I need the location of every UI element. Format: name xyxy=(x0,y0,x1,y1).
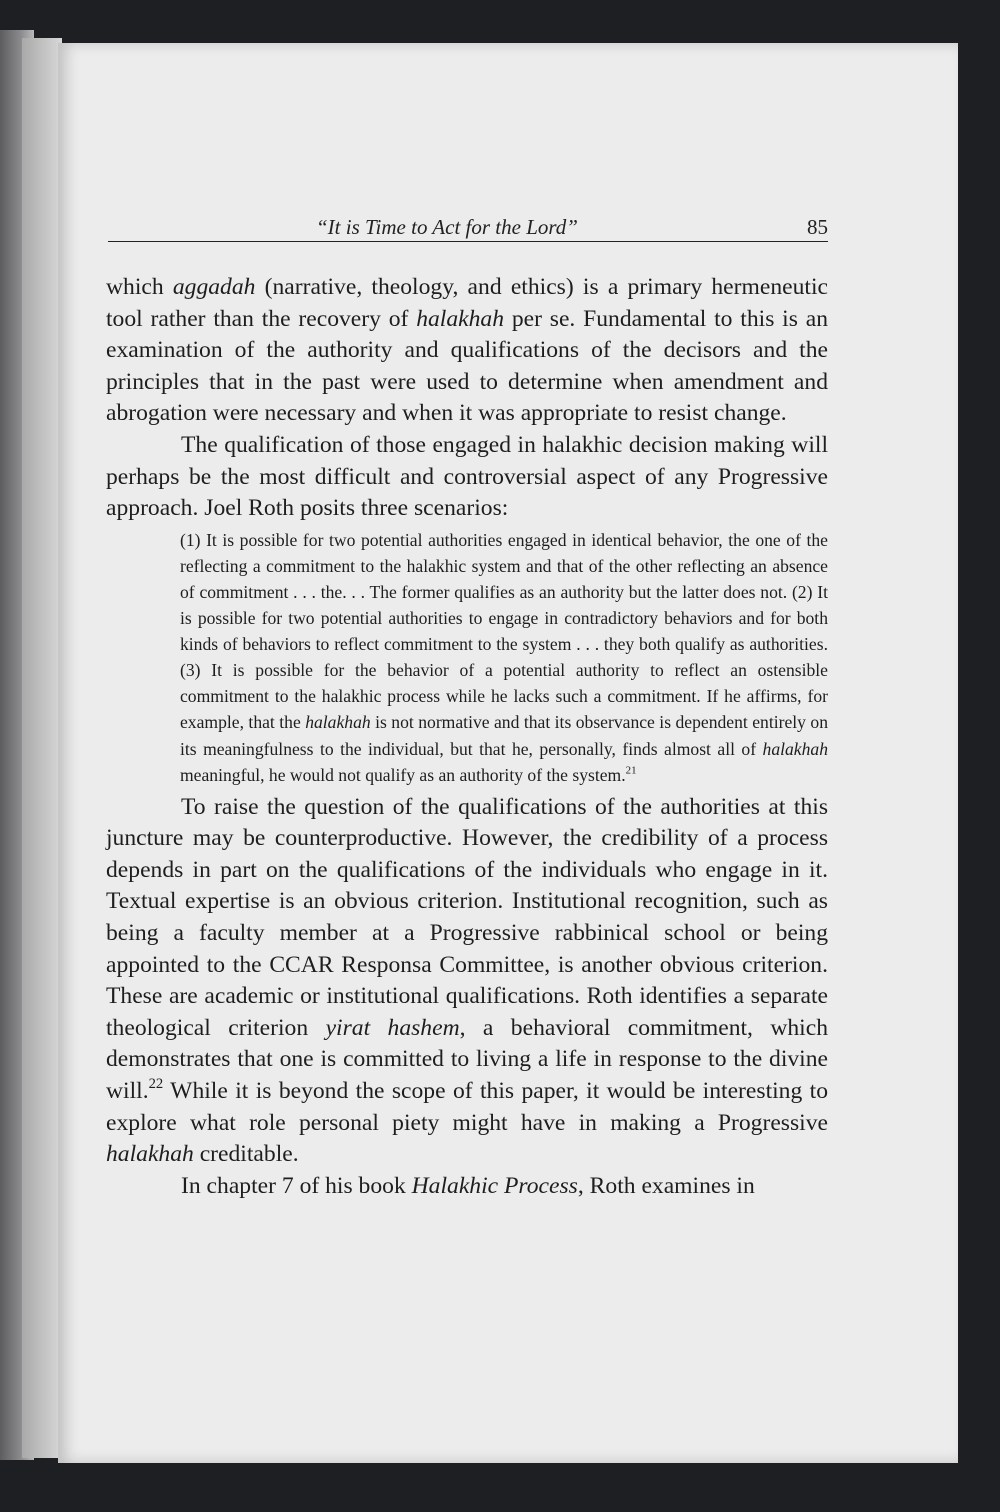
running-head xyxy=(108,215,828,242)
page-number: 85 xyxy=(807,215,828,239)
block-quote-roth xyxy=(180,527,828,788)
paragraph-chapter-7 xyxy=(106,1171,828,1203)
text-run: While it is beyond the scope of this paper, it would be interesting to explore what role personal piety might have in making a Progressive xyxy=(106,1078,828,1136)
footnote-marker: 21 xyxy=(625,763,637,776)
text-run: (narrative, theology, and ethics) is a primary hermeneutic tool rather than the recovery of xyxy=(106,274,828,332)
text-run: To raise the question of the qualifications of the authorities at this juncture may be counterproductive. However, the credibility of a process depends in part on the qualifications of the individuals who engage in it. Textual expertise is an obvious criterion. Institutional recognition, such as being a faculty member at a Progressive rabbinical school or being appointed to the CCAR Responsa Committee, is another obvious criterion. These are academic or institutional qualifications. Roth identifies a separate theological criterion xyxy=(106,793,828,1041)
italic-term: yirat hashem xyxy=(325,1014,460,1041)
italic-term: halakhah xyxy=(416,305,505,332)
italic-book-title: Halakhic Process xyxy=(411,1172,578,1199)
text-run: per se. Fundamental to this is an examination of the authority and qualifications of the decisors and the principles that in the past were used to determine when amendment and abrogation were necessary and when it was appropriate to resist change. xyxy=(106,305,828,427)
text-run: is not normative and that its observance is dependent entirely on its meaningfulness to the individual, but that he, personally, finds almost all of xyxy=(180,712,828,759)
italic-term: aggadah xyxy=(172,274,256,300)
paragraph-qualifications-authorities xyxy=(106,792,828,1171)
text-run: creditable. xyxy=(193,1141,299,1168)
italic-term: halakhah xyxy=(106,1141,194,1168)
paragraph-qualification xyxy=(106,430,828,525)
previous-page-edge xyxy=(22,38,62,1458)
text-run: meaningful, he would not qualify as an authority of the system. xyxy=(180,764,626,785)
text-run: , Roth examines in xyxy=(577,1172,755,1199)
paragraph-continued xyxy=(106,272,828,430)
text-run: The qualification of those engaged in halakhic decision making will perhaps be the most difficult and controversial aspect of any Progressive approach. Joel Roth posits three scenarios: xyxy=(106,431,828,522)
text-run: which xyxy=(106,274,173,300)
text-run: In chapter 7 of his book xyxy=(181,1172,412,1199)
italic-term: halakhah xyxy=(305,712,371,733)
text-run: (1) It is possible for two potential authorities engaged in identical behavior, the one of the reflecting a commitment to the halakhic system and that of the other reflecting an absence of commitment . . . the. . . The former qualifies as an authority but the latter does not. (2) It is possible for two potential authorities to engage in contradictory behaviors and for both kinds of behaviors to reflect commitment to the system . . . they both qualify as authorities. (3) It is possible for the behavior of a potential authority to reflect an ostensible commitment to the halakhic process while he lacks such a commitment. If he affirms, for example, that the xyxy=(180,529,828,733)
book-page xyxy=(58,43,958,1463)
body-text xyxy=(106,272,828,1202)
running-head-title: “It is Time to Act for the Lord” xyxy=(316,215,578,239)
footnote-marker: 22 xyxy=(148,1075,164,1092)
italic-term: halakhah xyxy=(762,738,828,759)
text-run: , a behavioral commitment, which demonstrates that one is committed to living a life in response to the divine will. xyxy=(106,1014,829,1105)
